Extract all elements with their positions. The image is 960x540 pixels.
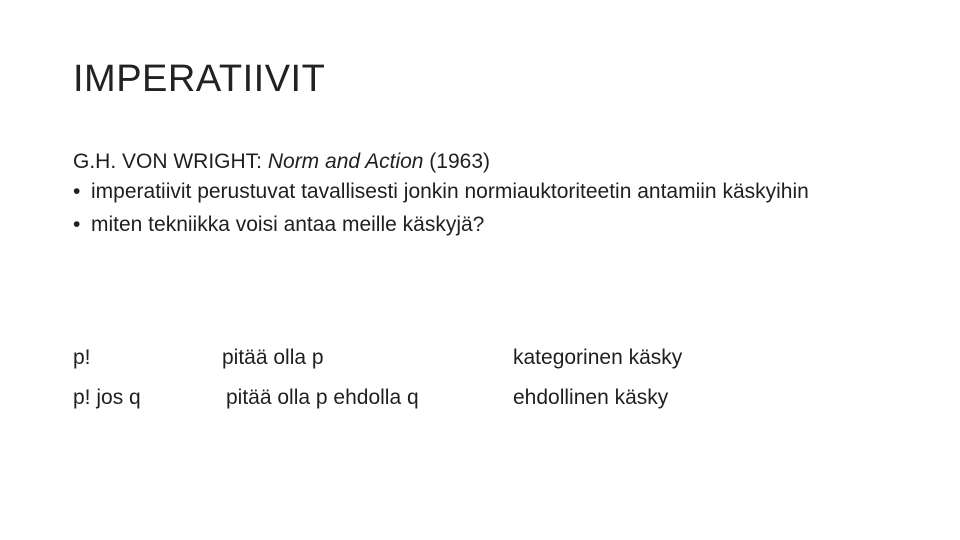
reference-line [73, 146, 913, 177]
reference-year: (1963) [423, 150, 491, 173]
reading-cell: pitää olla p ehdolla q [226, 386, 419, 409]
reference-work: Norm and Action [267, 150, 424, 173]
bullet-item [73, 212, 913, 237]
type-cell: kategorinen käsky [513, 346, 683, 369]
reference-author: G.H. VON WRIGHT: [73, 150, 268, 173]
type-cell: ehdollinen käsky [513, 386, 669, 409]
bullet-icon: • [73, 180, 81, 203]
slide-body [73, 146, 913, 245]
formula-cell: p! jos q [73, 386, 141, 409]
bullet-list [73, 179, 913, 237]
bullet-item [73, 179, 913, 204]
bullet-text: miten tekniikka voisi antaa meille käskyjä? [91, 213, 485, 236]
slide-title: IMPERATIIVIT [73, 58, 326, 100]
bullet-icon: • [73, 213, 81, 236]
formula-cell: p! [73, 346, 91, 369]
bullet-text: imperatiivit perustuvat tavallisesti jonkin normiauktoriteetin antamiin käskyihin [91, 180, 809, 203]
reading-cell: pitää olla p [222, 346, 324, 369]
